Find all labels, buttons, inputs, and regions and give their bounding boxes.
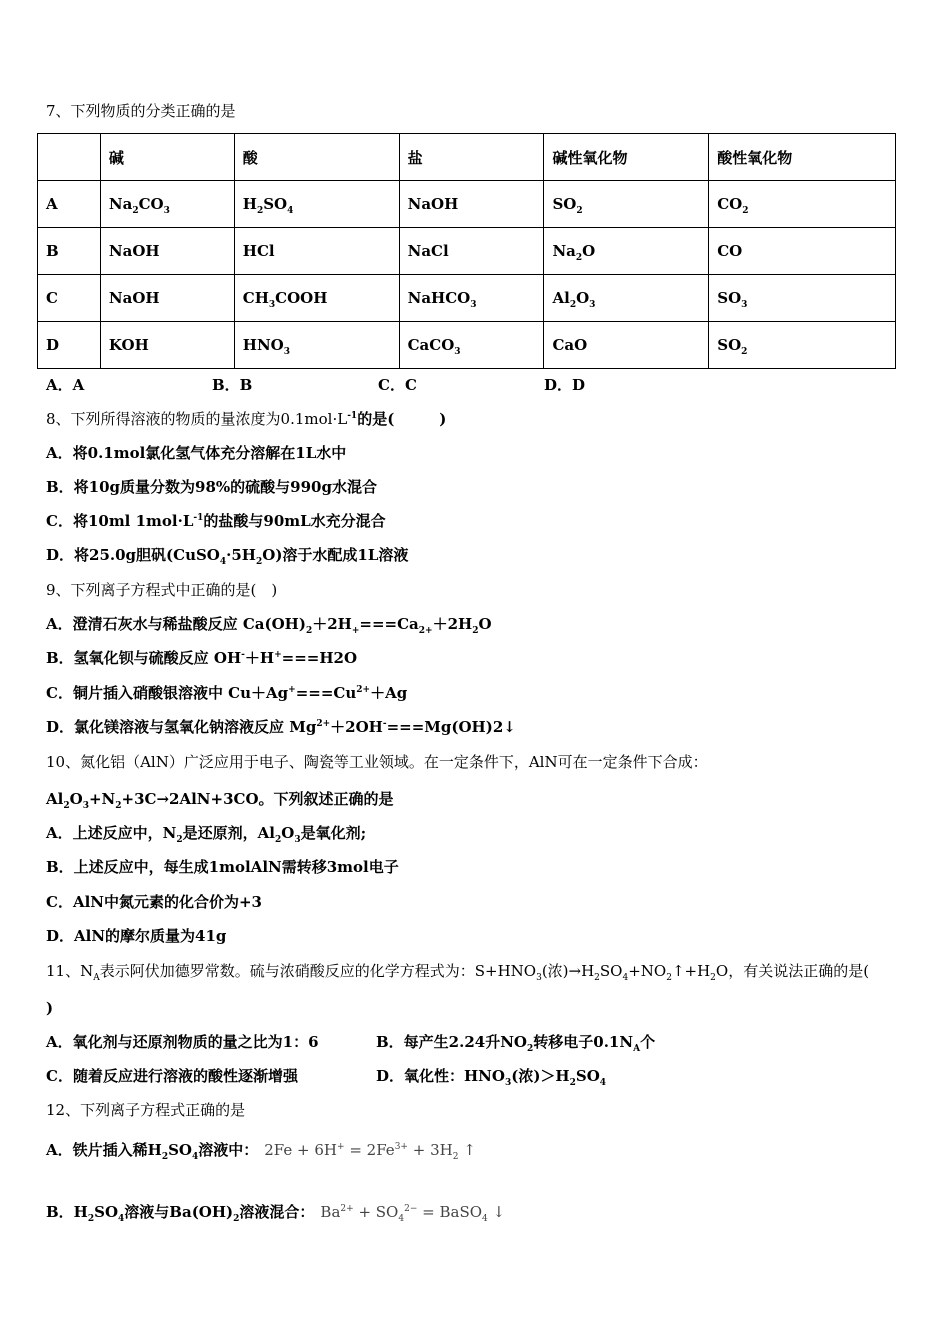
q10-stem: 10、氮化铝（AlN）广泛应用于电子、陶瓷等工业领域。在一定条件下，AlN可在一定条件下合成： [46, 753, 708, 771]
q12-option-b[interactable]: B．$H_2SO_4$溶液与$Ba(OH)_2$溶液混合： $Ba^{2+} + SO_4^{2-}$ = BaSO$_4$ ↓ [46, 1203, 506, 1224]
table-cell: $Al_2O_3$ [544, 275, 709, 322]
classification-table [37, 133, 896, 369]
q10-equation: $Al_2O_3+N_2+3C\to 2AlN+3CO$。下列叙述正确的是 [46, 790, 394, 811]
table-header-cell: 盐 [399, 134, 544, 181]
q7-option-a[interactable]: A．A [46, 376, 85, 394]
q8-option-b[interactable]: B．将10g质量分数为98%的硫酸与990g水混合 [46, 478, 377, 496]
q10-option-b[interactable]: B．上述反应中，每生成1molAlN需转移3mol电子 [46, 858, 399, 876]
table-cell: CaCO$_3$ [399, 322, 544, 369]
table-cell: $H_2SO_4$ [234, 181, 399, 228]
q7-stem: 7、下列物质的分类正确的是 [46, 102, 236, 120]
q9-option-d[interactable]: D．氯化镁溶液与氢氧化钠溶液反应 $Mg^{2+}+2OH^-===Mg(OH)2↓$ [46, 718, 516, 736]
table-cell: $HNO_3$ [234, 322, 399, 369]
q11-stem-end: ) [46, 999, 54, 1017]
q11-option-c[interactable]: C．随着反应进行溶液的酸性逐渐增强 [46, 1067, 298, 1085]
row-label: A [38, 181, 101, 228]
table-cell: $SO_2$ [544, 181, 709, 228]
q8-option-c[interactable]: C．将10ml $1mol\cdot L^{-1}$的盐酸与90mL水充分混合 [46, 512, 386, 530]
q11-option-b[interactable]: B．每产生2.24升$NO_2$转移电子$0.1N_A$个 [376, 1033, 656, 1054]
table-header-cell: 酸 [234, 134, 399, 181]
table-cell: NaOH [100, 275, 234, 322]
table-cell: $CH_3COOH$ [234, 275, 399, 322]
q7-options [46, 375, 585, 395]
q11-stem: 11、$N_A$表示阿伏加德罗常数。硫与浓硝酸反应的化学方程式为：$S+HNO_3$(浓)$\to H_2SO_4+NO_2↑+H_2O$，有关说法正确的是( [46, 962, 870, 983]
table-cell: NaOH [399, 181, 544, 228]
table-cell: NaCl [399, 228, 544, 275]
table-header-cell: 酸性氧化物 [709, 134, 896, 181]
table-cell: $CO_2$ [709, 181, 896, 228]
row-label: C [38, 275, 101, 322]
table-cell: $Na_2CO_3$ [100, 181, 234, 228]
table-header-cell: 碱 [100, 134, 234, 181]
q9-option-a[interactable]: A．澄清石灰水与稀盐酸反应 $Ca(OH)_2+2H_+===Ca_{2+}+2H_2O$ [46, 615, 492, 636]
table-header-row [38, 134, 896, 181]
q10-option-a[interactable]: A．上述反应中，$N_2$是还原剂，$Al_2O_3$是氧化剂; [46, 824, 367, 845]
table-cell: CaO [544, 322, 709, 369]
table-cell: $SO_2$ [709, 322, 896, 369]
q8-option-d[interactable]: D．将25.0g胆矾$(CuSO_4\cdot 5H_2O)$溶于水配成1L溶液 [46, 546, 409, 567]
q12-option-a[interactable]: A．铁片插入稀$H_2SO_4$溶液中： $2Fe + 6H^+ = 2Fe^{3+} + 3H_2$ ↑ [46, 1141, 476, 1162]
table-cell: KOH [100, 322, 234, 369]
q12-option-a-equation: $2Fe + 6H^+ = 2Fe^{3+} + 3H_2$ ↑ [264, 1141, 476, 1162]
table-row [38, 181, 896, 228]
q7-option-d[interactable]: D．D [544, 376, 586, 394]
table-row [38, 322, 896, 369]
q12-stem: 12、下列离子方程式正确的是 [46, 1101, 246, 1119]
table-header-cell: 碱性氧化物 [544, 134, 709, 181]
q10-option-c[interactable]: C．AlN中氮元素的化合价为+3 [46, 893, 262, 911]
q9-option-b[interactable]: B．氢氧化钡与硫酸反应 OH-＋H+===H2O [46, 649, 358, 667]
q7-option-b[interactable]: B．B [212, 376, 253, 394]
q7-option-c[interactable]: C．C [378, 376, 417, 394]
table-cell: HCl [234, 228, 399, 275]
table-cell: $Na_2O$ [544, 228, 709, 275]
q12-option-b-equation: $Ba^{2+} + SO_4^{2-}$ = BaSO$_4$ ↓ [320, 1203, 506, 1224]
table-row [38, 228, 896, 275]
row-label: B [38, 228, 101, 275]
q11-option-d[interactable]: D．氧化性：$HNO_3$(浓)$>H_2SO_4$ [376, 1067, 607, 1088]
q10-option-d[interactable]: D．AlN的摩尔质量为41g [46, 927, 227, 945]
q9-stem: 9、下列离子方程式中正确的是( ) [46, 581, 278, 599]
row-label: D [38, 322, 101, 369]
table-cell: $SO_3$ [709, 275, 896, 322]
table-cell: NaHCO$_3$ [399, 275, 544, 322]
table-cell: NaOH [100, 228, 234, 275]
table-cell: CO [709, 228, 896, 275]
table-header-cell [38, 134, 101, 181]
q9-option-c[interactable]: C．铜片插入硝酸银溶液中 $Cu+Ag^+===Cu^{2+}+Ag$ [46, 684, 408, 702]
q11-option-a[interactable]: A．氧化剂与还原剂物质的量之比为1：6 [46, 1033, 319, 1051]
table-row [38, 275, 896, 322]
q8-stem: 8、下列所得溶液的物质的量浓度为$0.1mol\cdot L^{-1}$的是( ) [46, 410, 447, 428]
q8-option-a[interactable]: A．将0.1mol氯化氢气体充分溶解在1L水中 [46, 444, 347, 462]
